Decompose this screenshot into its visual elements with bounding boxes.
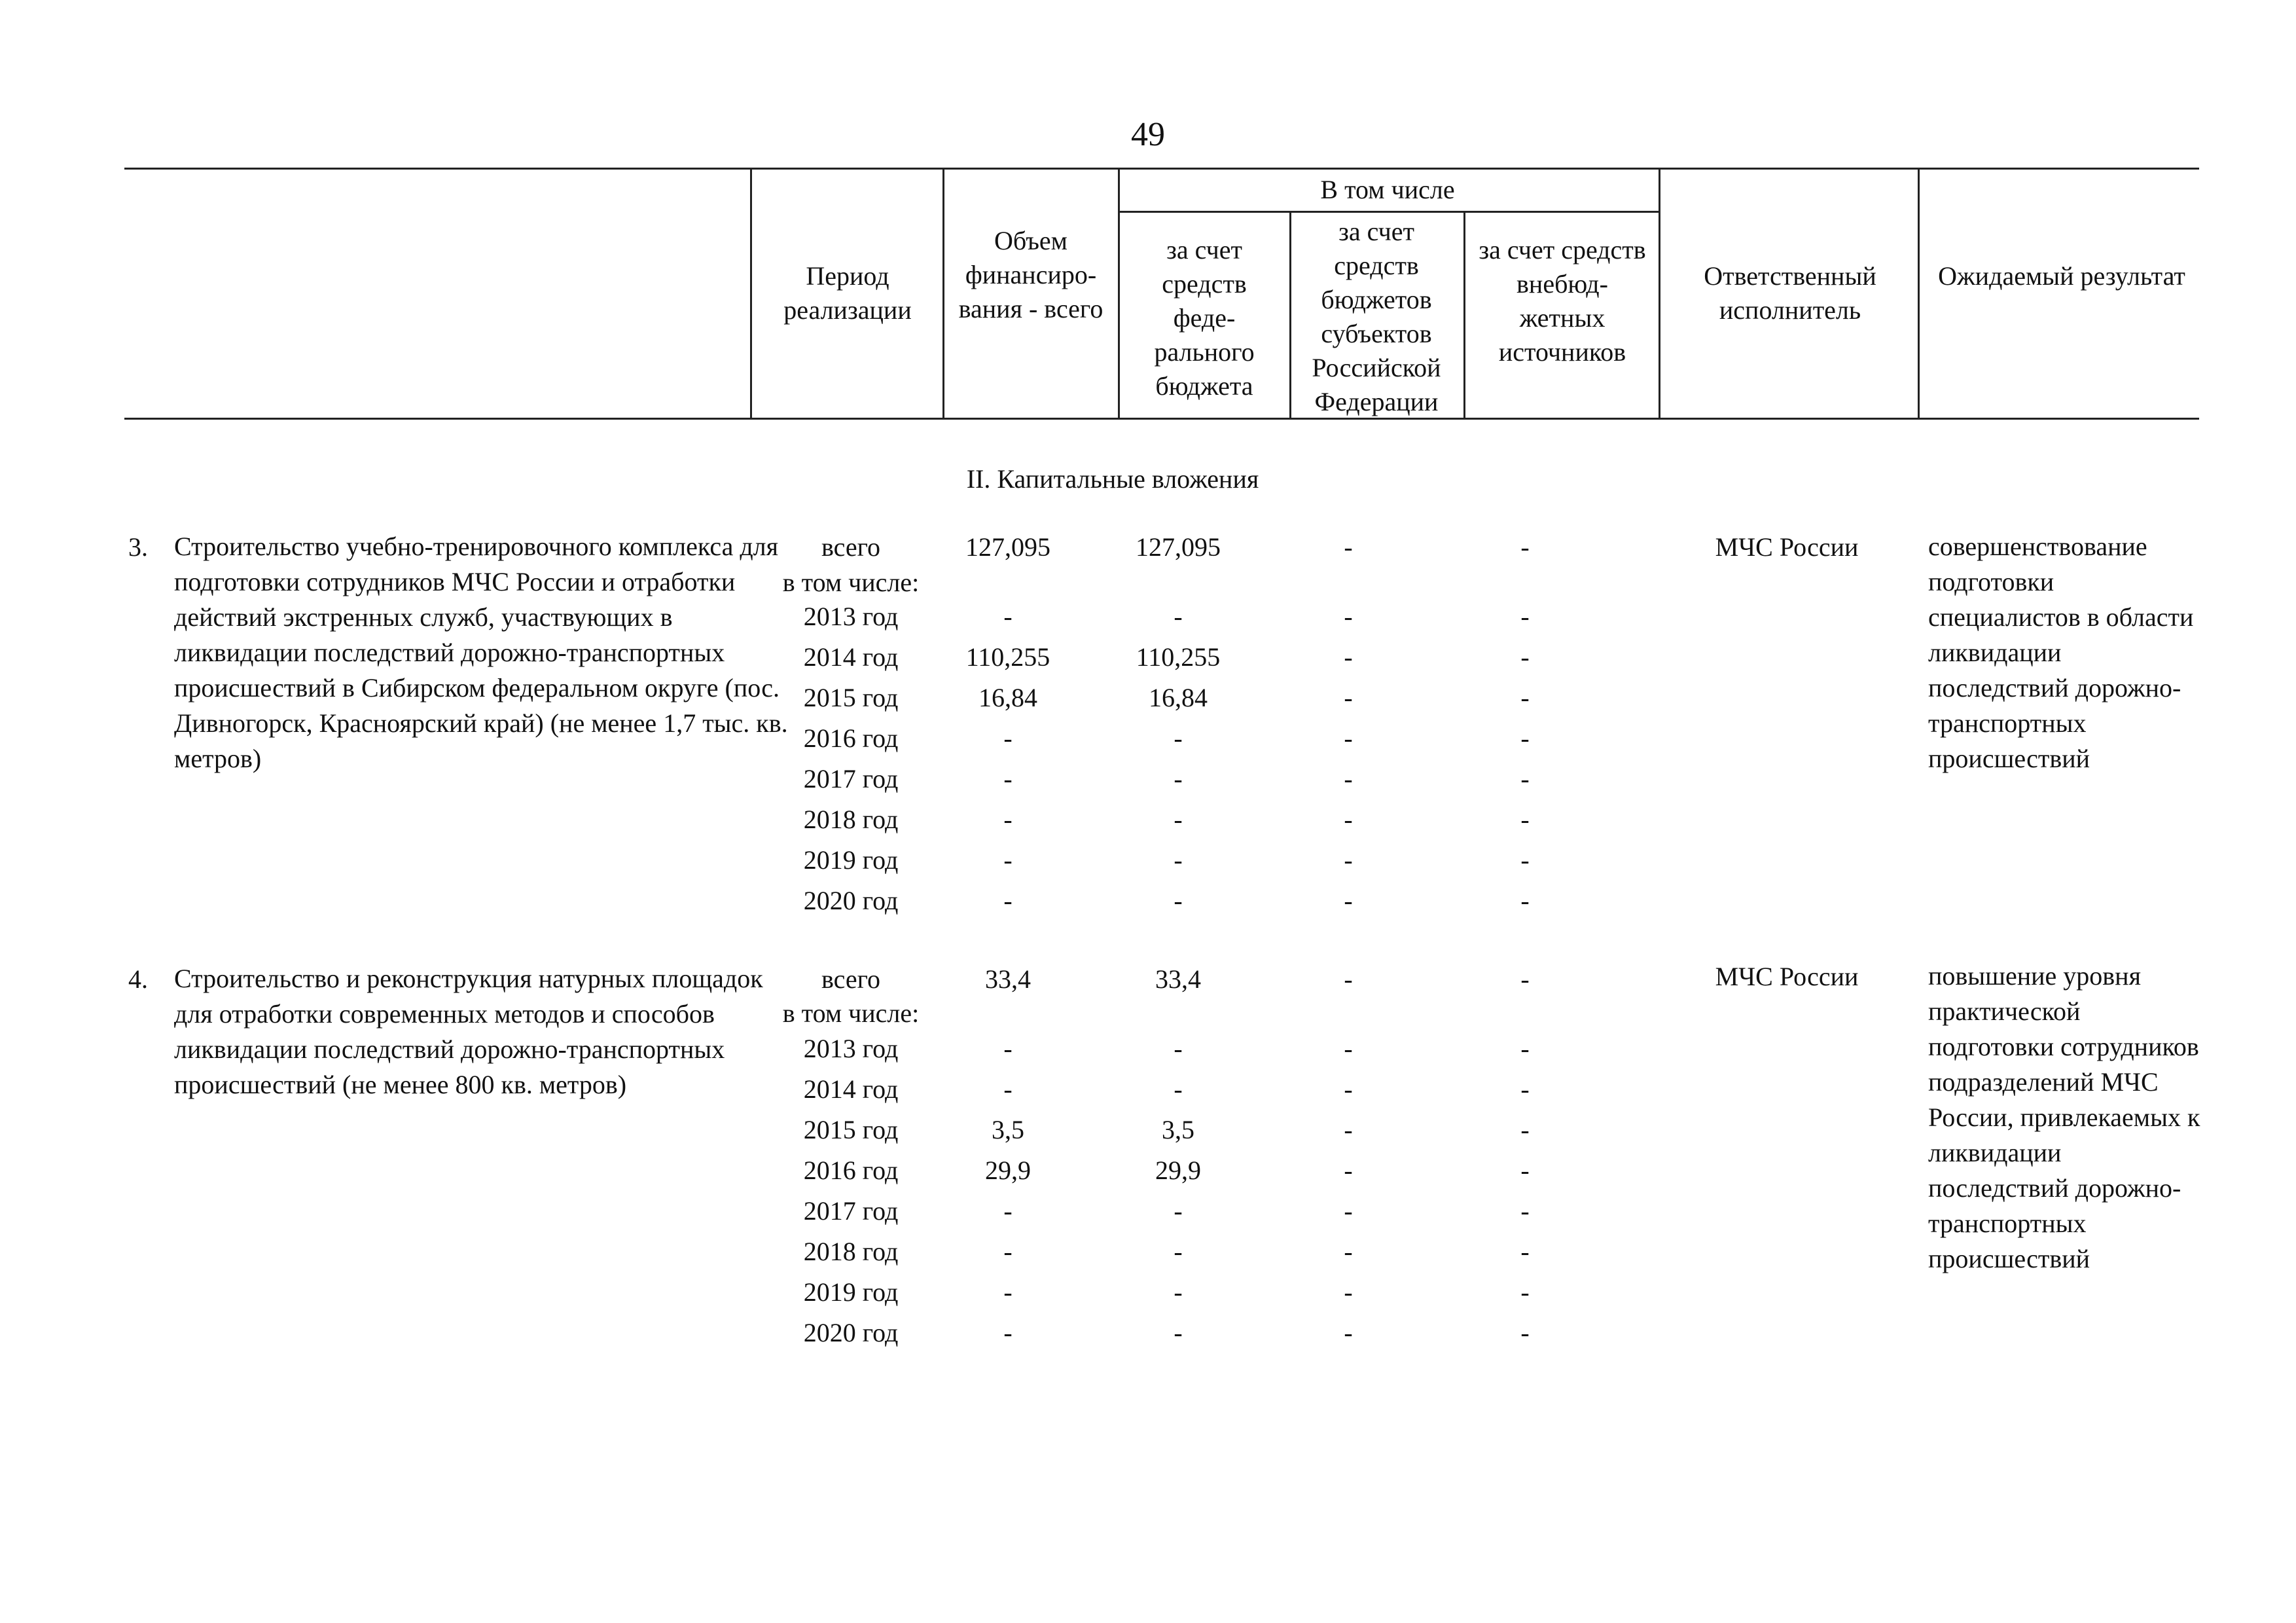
col-divider-7 [1918,168,1920,420]
total-cell: - [1003,1237,1013,1266]
extra-cell: - [1520,1156,1530,1185]
extra-cell: - [1520,723,1530,753]
table-row [753,1277,1604,1317]
page-number: 49 [1131,116,1165,153]
section-title: II. Капитальные вложения [966,464,1259,494]
regional-cell: - [1344,602,1353,631]
total-cell: - [1003,886,1013,915]
federal-cell: - [1174,602,1183,631]
period-cell: 2013 год [803,602,899,631]
regional-cell: - [1344,1074,1353,1104]
period-cell: всего [821,532,881,562]
period-cell: 2015 год [803,1115,899,1144]
period-cell: 2014 год [803,642,899,672]
header-extrabudget: за счет средств внебюд-жетных источников [1479,235,1646,367]
period-cell: 2016 год [803,723,899,753]
period-cell: в том числе: [782,568,920,597]
extra-cell: - [1520,1115,1530,1144]
extra-cell: - [1520,532,1530,562]
header-volume: Объем финансиро-вания - всего [958,226,1103,323]
regional-cell: - [1344,1115,1353,1144]
col-divider-4 [1289,211,1291,420]
col-divider-5 [1463,211,1465,420]
table-row [753,601,1604,642]
col-divider-2 [942,168,944,420]
header-including: В том числе [1320,175,1455,204]
table-row [753,532,1604,572]
header-top-rule [124,168,2199,170]
total-cell: 127,095 [965,532,1050,562]
period-cell: 2014 год [803,1074,899,1104]
extra-cell: - [1520,1074,1530,1104]
extra-cell: - [1520,683,1530,712]
federal-cell: 110,255 [1136,642,1221,672]
item-number: 3. [128,532,148,562]
header-period: Период реализации [783,261,912,325]
header-regional: за счет средств бюджетов субъектов Российской Федерации [1312,217,1441,416]
period-cell: 2019 год [803,845,899,875]
federal-cell: 29,9 [1155,1156,1201,1185]
table-row [753,1033,1604,1074]
total-cell: - [1003,805,1013,834]
extra-cell: - [1520,1034,1530,1063]
total-cell: - [1003,1074,1013,1104]
regional-cell: - [1344,642,1353,672]
total-cell: 110,255 [965,642,1050,672]
period-cell: 2015 год [803,683,899,712]
total-cell: 3,5 [992,1115,1024,1144]
federal-cell: - [1174,805,1183,834]
period-cell: 2016 год [803,1156,899,1185]
item-name: Строительство учебно-тренировочного комплекса для подготовки сотрудников МЧС России и отработки действий экстренных служб, участвующих в ликвидации последствий дорожно-транспортных происшествий в Сибирском федеральном округе (пос. Дивногорск, Красноярский край) (не менее 1,7 тыс. кв. метров) [174,532,788,773]
federal-cell: - [1174,1277,1183,1307]
extra-cell: - [1520,1237,1530,1266]
table-row [753,1236,1604,1277]
table-row [753,1155,1604,1195]
regional-cell: - [1344,1156,1353,1185]
col-divider-3 [1118,168,1120,420]
table-row [753,1195,1604,1236]
regional-cell: - [1344,764,1353,793]
regional-cell: - [1344,845,1353,875]
header-result: Ожидаемый результат [1938,261,2185,291]
item-name: Строительство и реконструкция натурных площадок для отработки современных методов и способов ликвидации последствий дорожно-транспортных происшествий (не менее 800 кв. метров) [174,964,763,1099]
total-cell: - [1003,602,1013,631]
item-result: повышение уровня практической подготовки сотрудников подразделений МЧС России, привлекаемых к ликвидации последствий дорожно-транспортных происшествий [1928,961,2200,1273]
total-cell: 33,4 [985,964,1031,994]
federal-cell: - [1174,1318,1183,1347]
extra-cell: - [1520,1277,1530,1307]
header-executor: Ответственный исполнитель [1704,261,1876,325]
extra-cell: - [1520,764,1530,793]
table-row [753,845,1604,885]
table-row [753,1114,1604,1155]
header-federal: за счет средств феде-рального бюджета [1154,235,1255,401]
table-row [753,1317,1604,1358]
federal-cell: - [1174,723,1183,753]
regional-cell: - [1344,723,1353,753]
regional-cell: - [1344,1034,1353,1063]
federal-cell: 3,5 [1162,1115,1194,1144]
item-number: 4. [128,964,148,994]
col-divider-1 [750,168,752,420]
federal-cell: - [1174,764,1183,793]
extra-cell: - [1520,886,1530,915]
table-row [753,723,1604,763]
regional-cell: - [1344,964,1353,994]
item-result: совершенствование подготовки специалистов в области ликвидации последствий дорожно-транспортных происшествий [1928,532,2194,773]
federal-cell: 127,095 [1136,532,1221,562]
regional-cell: - [1344,1277,1353,1307]
total-cell: - [1003,845,1013,875]
table-row [753,998,1604,1038]
federal-cell: 16,84 [1149,683,1208,712]
table-row [753,682,1604,723]
regional-cell: - [1344,886,1353,915]
federal-cell: - [1174,1034,1183,1063]
federal-cell: - [1174,1237,1183,1266]
including-rule [1118,211,1659,213]
period-cell: 2017 год [803,1196,899,1226]
regional-cell: - [1344,1196,1353,1226]
table-row [753,885,1604,926]
period-cell: 2017 год [803,764,899,793]
table-row [753,1074,1604,1114]
federal-cell: 33,4 [1155,964,1201,994]
extra-cell: - [1520,1318,1530,1347]
total-cell: 16,84 [978,683,1037,712]
period-cell: всего [821,964,881,994]
col-divider-6 [1659,168,1660,420]
total-cell: 29,9 [985,1156,1031,1185]
federal-cell: - [1174,845,1183,875]
federal-cell: - [1174,1196,1183,1226]
total-cell: - [1003,1196,1013,1226]
item-executor: МЧС России [1715,962,1859,991]
regional-cell: - [1344,683,1353,712]
item-executor: МЧС России [1715,532,1859,562]
regional-cell: - [1344,1318,1353,1347]
header-bottom-rule [124,418,2199,420]
period-cell: в том числе: [782,998,920,1028]
total-cell: - [1003,723,1013,753]
period-cell: 2019 год [803,1277,899,1307]
extra-cell: - [1520,602,1530,631]
period-cell: 2018 год [803,1237,899,1266]
extra-cell: - [1520,1196,1530,1226]
table-row [753,642,1604,682]
extra-cell: - [1520,845,1530,875]
extra-cell: - [1520,642,1530,672]
federal-cell: - [1174,886,1183,915]
period-cell: 2018 год [803,805,899,834]
total-cell: - [1003,1318,1013,1347]
total-cell: - [1003,1277,1013,1307]
period-cell: 2013 год [803,1034,899,1063]
extra-cell: - [1520,805,1530,834]
period-cell: 2020 год [803,1318,899,1347]
regional-cell: - [1344,805,1353,834]
federal-cell: - [1174,1074,1183,1104]
regional-cell: - [1344,1237,1353,1266]
table-row [753,804,1604,845]
total-cell: - [1003,1034,1013,1063]
regional-cell: - [1344,532,1353,562]
table-row [753,763,1604,804]
extra-cell: - [1520,964,1530,994]
period-cell: 2020 год [803,886,899,915]
total-cell: - [1003,764,1013,793]
